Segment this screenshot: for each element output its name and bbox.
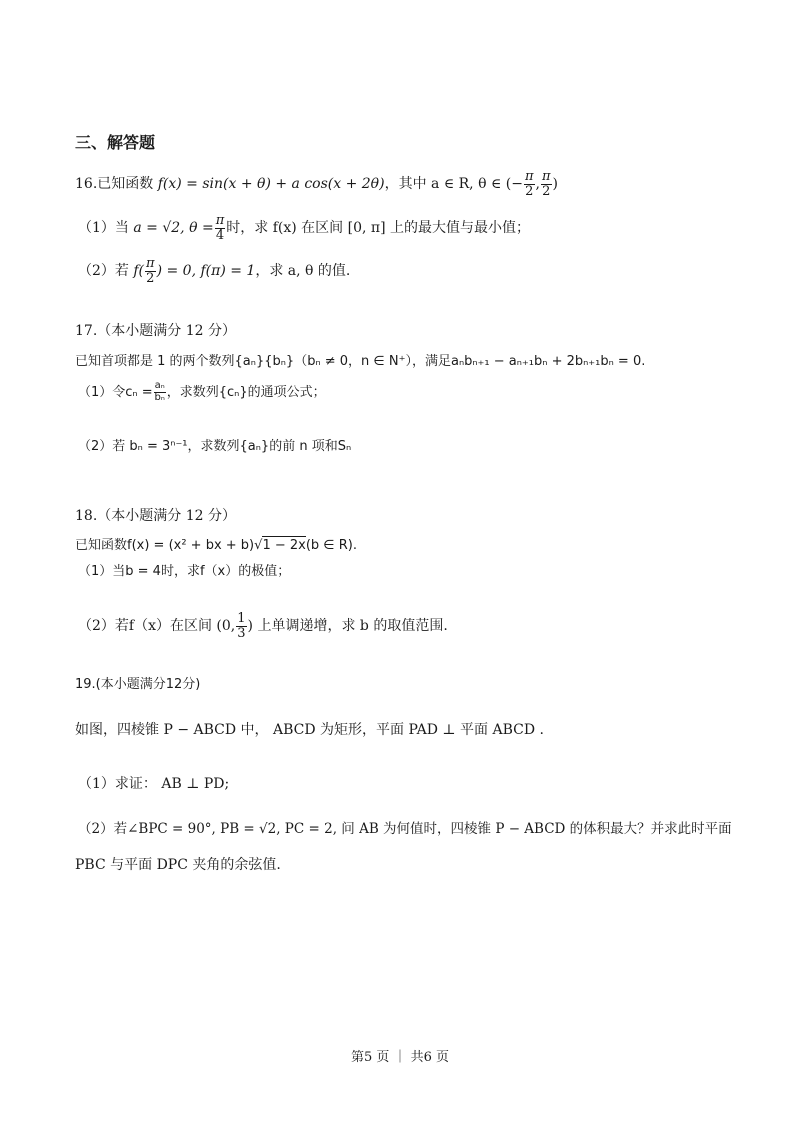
page-number: 第5 页 ｜ 共6 页 [350, 1050, 450, 1065]
q16-frac-pi-2b: $\frac{\pi}{2}$ [541, 169, 551, 199]
q18-frac-1-3: $\frac{1}{3}$ [237, 611, 246, 641]
q16-frac-pi-2a: $\frac{\pi}{2}$ [524, 169, 534, 199]
q16-p2-mid: ) = 0, f(π) = 1 [156, 263, 256, 280]
q16-p1-condition: a = √2, θ = [133, 220, 214, 237]
q17-stem: 已知首项都是 1 的两个数列{aₙ}{bₙ}（bₙ ≠ 0，n ∈ N⁺），满足aₙbₙ₊₁ − aₙ₊₁bₙ + 2bₙ₊₁bₙ = 0. [75, 354, 646, 369]
q18-sqrt: 1 − 2x [262, 538, 306, 553]
q16-p2-suffix: ，求 a, θ 的值. [255, 263, 351, 280]
q16-function: f(x) = sin(x + θ) + a cos(x + 2θ) [157, 176, 385, 193]
q16-part1 [78, 214, 530, 242]
q19-part2-line2: PBC 与平面 DPC 夹角的余弦值. [75, 857, 281, 873]
q19-part2-line1: （2）若∠BPC = 90°, PB = √2, PC = 2, 问 AB 为何值时，四棱锥 P − ABCD 的体积最大？并求此时平面 [78, 821, 732, 837]
q18-p2-prefix: （2）若f（x）在区间 (0, [78, 618, 236, 635]
q17-part2: （2）若 bₙ = 3ⁿ⁻¹，求数列{aₙ}的前 n 项和Sₙ [78, 439, 352, 454]
q16-p2-f: f( [133, 263, 145, 280]
q17-p1-suffix: ，求数列{cₙ}的通项公式； [166, 385, 326, 400]
q18-stem-prefix: 已知函数f(x) = (x² + bx + b) [75, 538, 255, 553]
q16-intro: 16.已知函数 [75, 176, 154, 193]
q16-paren: ) [552, 176, 558, 193]
q16-part2 [78, 257, 350, 285]
q16-frac-pi-2c: $\frac{\pi}{2}$ [146, 256, 155, 286]
q17-p1-prefix: （1）令cₙ = [78, 385, 153, 400]
q18-part2 [78, 612, 448, 640]
q17-part1 [78, 381, 326, 403]
q16-condition: ，其中 a ∈ R, θ ∈ (− [384, 176, 523, 193]
q16-stem [75, 170, 558, 198]
q18-header: 18.（本小题满分 12 分） [75, 508, 236, 524]
q16-p2-prefix: （2）若 [78, 263, 129, 280]
q19-part1: （1）求证： AB ⊥ PD; [78, 776, 230, 792]
q16-p1-prefix: （1）当 [78, 220, 129, 237]
q16-comma: , [535, 176, 540, 193]
q17-frac-a-b: $\frac{\text{aₙ}}{\text{bₙ}}$ [154, 380, 165, 403]
q18-stem-suffix: (b ∈ R). [305, 538, 357, 553]
section-title: 三、解答题 [75, 133, 156, 152]
q18-stem: 已知函数f(x) = (x² + bx + b)√1 − 2x(b ∈ R). [75, 538, 357, 553]
q18-part1: （1）当b = 4时，求f（x）的极值； [78, 564, 291, 579]
q19-stem: 如图，四棱锥 P − ABCD 中， ABCD 为矩形，平面 PAD ⊥ 平面 ABCD . [75, 722, 544, 738]
q16-frac-pi-4: $\frac{\pi}{4}$ [215, 213, 225, 243]
q17-header: 17.（本小题满分 12 分） [75, 323, 236, 339]
q16-p1-suffix: 时，求 f(x) 在区间 [0, π] 上的最大值与最小值； [226, 220, 530, 237]
q19-header: 19.(本小题满分12分) [75, 677, 201, 692]
q18-p2-suffix: ) 上单调递增，求 b 的取值范围. [247, 618, 448, 635]
